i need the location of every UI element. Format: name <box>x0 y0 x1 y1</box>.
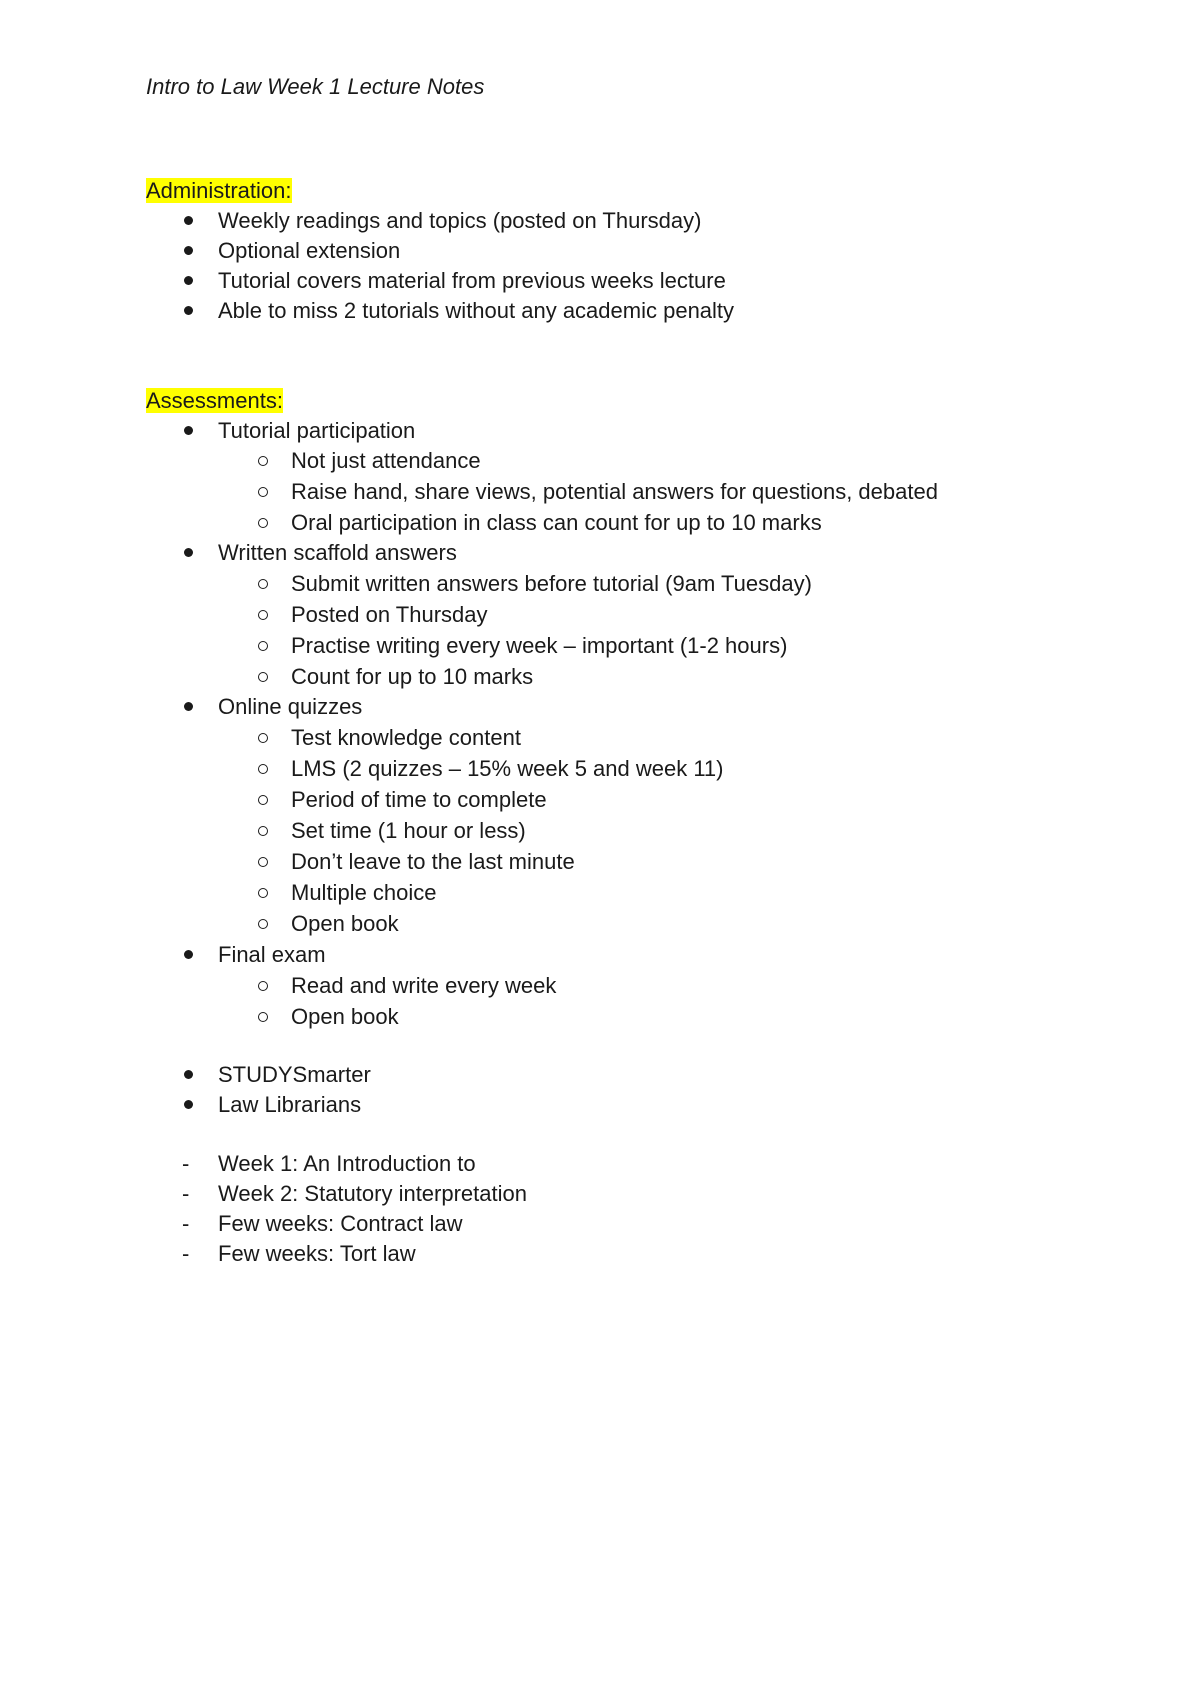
assessment-subitem: Period of time to complete <box>291 787 547 812</box>
bullet-icon <box>184 1070 193 1079</box>
circle-bullet-icon <box>258 826 268 836</box>
assessment-item: Final exam <box>218 942 326 967</box>
dash-marker: - <box>182 1151 190 1176</box>
resource-item: Law Librarians <box>218 1092 362 1117</box>
resource-item: STUDYSmarter <box>218 1062 371 1087</box>
assessment-subitem: Oral participation in class can count for up to 10 marks <box>291 510 822 535</box>
circle-bullet-icon <box>258 487 268 497</box>
bullet-icon <box>184 950 193 959</box>
circle-bullet-icon <box>258 888 268 898</box>
circle-bullet-icon <box>258 919 268 929</box>
assessment-subitem: Posted on Thursday <box>291 602 488 627</box>
assessment-subitem: Raise hand, share views, potential answers for questions, debated <box>291 479 938 504</box>
circle-bullet-icon <box>258 857 268 867</box>
assessment-subitem: Count for up to 10 marks <box>291 664 534 689</box>
assessment-subitem: Set time (1 hour or less) <box>291 818 526 843</box>
assessment-subitem: Don’t leave to the last minute <box>291 849 575 874</box>
assessments-heading-text: Assessments: <box>146 388 283 413</box>
assessment-subitem: Open book <box>291 911 399 936</box>
administration-heading-text: Administration: <box>146 178 292 203</box>
assessment-subitem: Practise writing every week – important (1-2 hours) <box>291 633 788 658</box>
circle-bullet-icon <box>258 981 268 991</box>
assessment-subitem: Submit written answers before tutorial (9am Tuesday) <box>291 571 812 596</box>
bullet-icon <box>184 548 193 557</box>
bullet-icon <box>184 306 193 315</box>
bullet-icon <box>184 702 193 711</box>
assessment-subitem: Multiple choice <box>291 880 437 905</box>
administration-item: Weekly readings and topics (posted on Thursday) <box>218 208 702 233</box>
dash-marker: - <box>182 1181 190 1206</box>
assessment-subitem: Read and write every week <box>291 973 557 998</box>
assessment-subitem: Test knowledge content <box>291 725 521 750</box>
dash-marker: - <box>182 1241 190 1266</box>
circle-bullet-icon <box>258 456 268 466</box>
assessment-item: Written scaffold answers <box>218 540 457 565</box>
circle-bullet-icon <box>258 579 268 589</box>
circle-bullet-icon <box>258 610 268 620</box>
circle-bullet-icon <box>258 518 268 528</box>
circle-bullet-icon <box>258 764 268 774</box>
circle-bullet-icon <box>258 641 268 651</box>
bullet-icon <box>184 276 193 285</box>
assessment-subitem: Not just attendance <box>291 448 481 473</box>
bullet-icon <box>184 1100 193 1109</box>
circle-bullet-icon <box>258 733 268 743</box>
administration-item: Able to miss 2 tutorials without any academic penalty <box>218 298 735 323</box>
assessment-subitem: Open book <box>291 1004 399 1029</box>
administration-item: Tutorial covers material from previous weeks lecture <box>218 268 726 293</box>
administration-item: Optional extension <box>218 238 401 263</box>
dash-marker: - <box>182 1211 190 1236</box>
assessments-heading <box>146 386 283 416</box>
assessment-item: Online quizzes <box>218 694 363 719</box>
circle-bullet-icon <box>258 672 268 682</box>
schedule-item: Week 2: Statutory interpretation <box>218 1181 527 1206</box>
administration-heading <box>146 176 292 206</box>
schedule-item: Week 1: An Introduction to <box>218 1151 476 1176</box>
circle-bullet-icon <box>258 1012 268 1022</box>
bullet-icon <box>184 426 193 435</box>
schedule-item: Few weeks: Tort law <box>218 1241 416 1266</box>
schedule-item: Few weeks: Contract law <box>218 1211 463 1236</box>
circle-bullet-icon <box>258 795 268 805</box>
bullet-icon <box>184 216 193 225</box>
document-title: Intro to Law Week 1 Lecture Notes <box>146 74 485 99</box>
bullet-icon <box>184 246 193 255</box>
assessment-item: Tutorial participation <box>218 418 416 443</box>
assessment-subitem: LMS (2 quizzes – 15% week 5 and week 11) <box>291 756 724 781</box>
